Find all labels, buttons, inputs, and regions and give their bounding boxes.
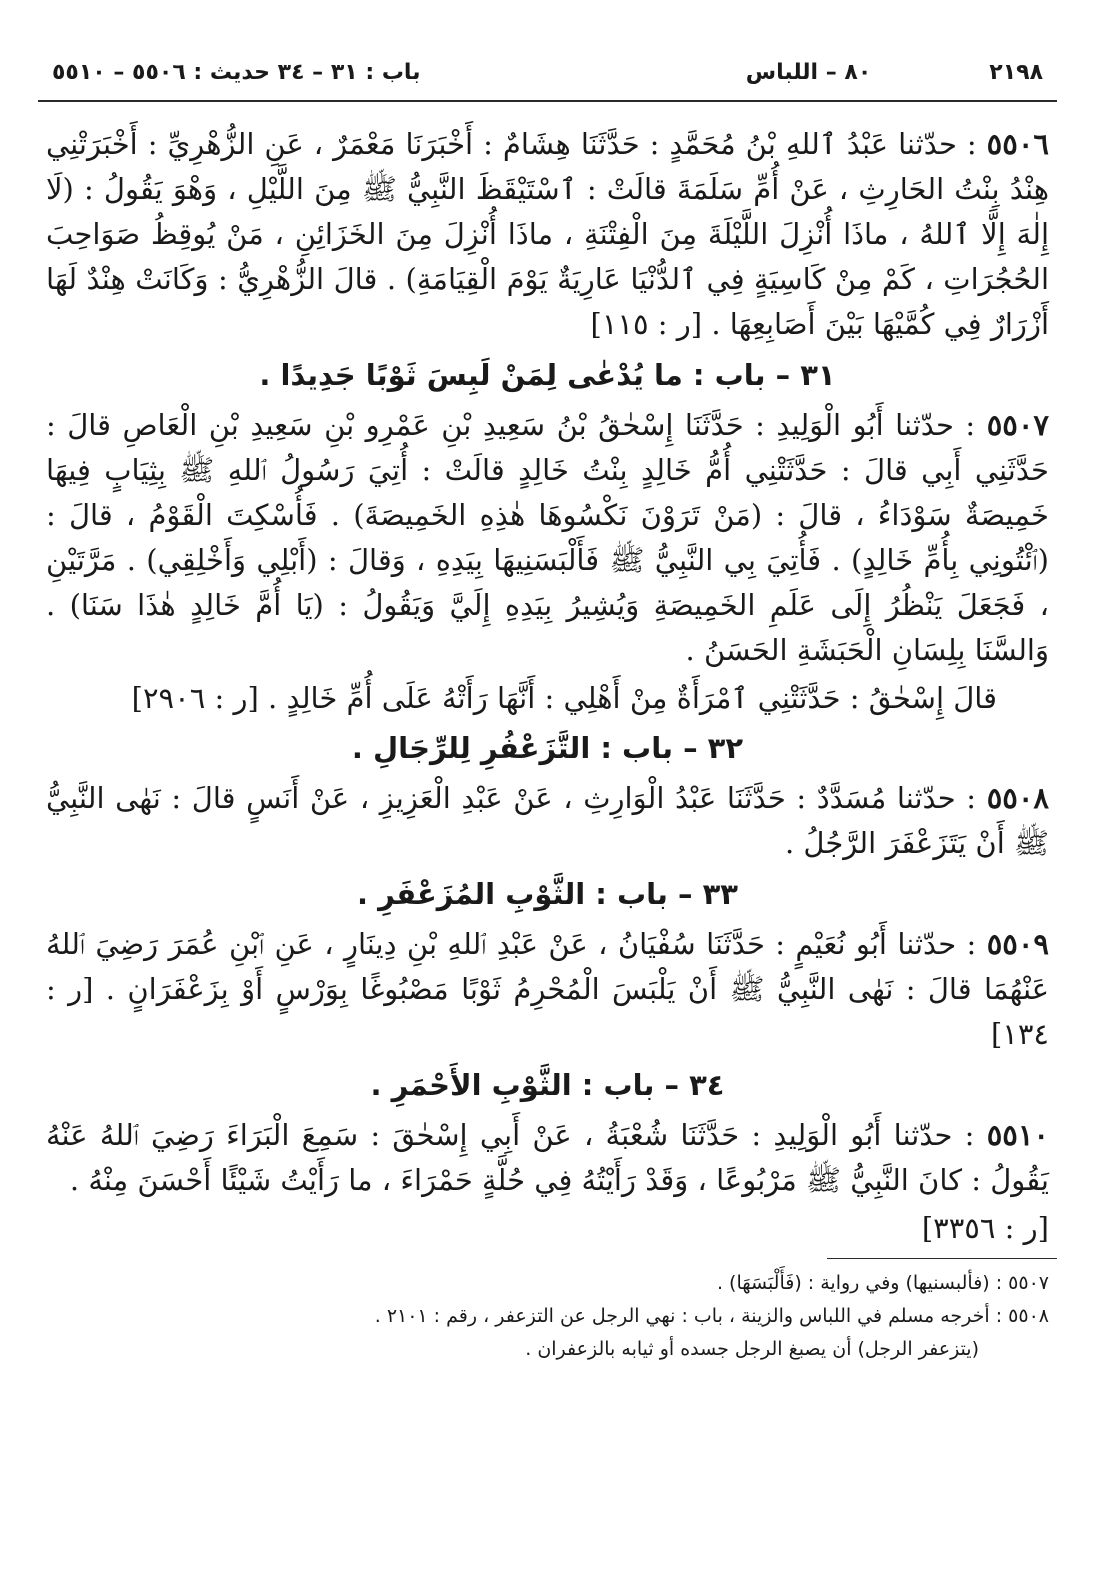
- footnote: ٥٥٠٧ : (فألبسنيها) وفي رواية : (فَأَلْبَسَهَا) .: [716, 1272, 1049, 1294]
- hadith-text: حدّثنا مُسَدَّدٌ : حَدَّثَنَا عَبْدُ الْوَارِثِ ، عَنْ عَبْدِ الْعَزِيزِ ، عَنْ أَنَسٍ قالَ : نَهٰى النَّبِيُّ ﷺ أَنْ يَتَزَعْفَرَ الرَّجُلُ .: [46, 781, 1049, 860]
- cross-reference: [ر : ٣٣٥٦]: [921, 1211, 1049, 1245]
- book-title: ٨٠ – اللباس: [745, 59, 872, 85]
- hadith-5506: ٥٥٠٦ : حدّثنا عَبْدُ ٱللهِ بْنُ مُحَمَّدٍ : حَدَّثَنَا هِشَامٌ : أَخْبَرَنَا مَعْمَرٌ ، عَنِ الزُّهْرِيِّ : أَخْبَرَتْنِي هِنْدُ بِنْتُ الحَارِثِ ، عَنْ أُمِّ سَلَمَةَ قالَتْ : ٱسْتَيْقَظَ النَّبِيُّ ﷺ مِنَ اللَّيْلِ ، وَهْوَ يَقُولُ : (لَا إِلٰهَ إِلَّا ٱللهُ ، ماذَا أُنْزِلَ اللَّيْلَةَ مِنَ الْفِتْنَةِ ، ماذَا أُنْزِلَ مِنَ الخَزَائِنِ ، مَنْ يُوقِظُ صَوَاحِبَ الحُجُرَاتِ ، كَمْ مِنْ كَاسِيَةٍ فِي ٱلدُّنْيَا عَارِيَةٌ يَوْمَ الْقِيَامَةِ) . قالَ الزُّهْرِيُّ : وَكَانَتْ هِنْدٌ لَهَا أَزْرَارٌ فِي كُمَّيْهَا بَيْنَ أَصَابِعِهَا . [ر : ١١٥]: [46, 127, 1049, 341]
- hadith-text: حدّثنا عَبْدُ ٱللهِ بْنُ مُحَمَّدٍ : حَدَّثَنَا هِشَامٌ : أَخْبَرَنَا مَعْمَرٌ ، عَنِ الزُّهْرِيِّ : أَخْبَرَتْنِي هِنْدُ بِنْتُ الحَارِثِ ، عَنْ أُمِّ سَلَمَةَ قالَتْ : ٱسْتَيْقَظَ النَّبِيُّ ﷺ مِنَ اللَّيْلِ ، وَهْوَ يَقُولُ : (لَا إِلٰهَ إِلَّا ٱللهُ ، ماذَا أُنْزِلَ اللَّيْلَةَ مِنَ الْفِتْنَةِ ، ماذَا أُنْزِلَ مِنَ الخَزَائِنِ ، مَنْ يُوقِظُ صَوَاحِبَ الحُجُرَاتِ ، كَمْ مِنْ كَاسِيَةٍ فِي ٱلدُّنْيَا عَارِيَةٌ يَوْمَ الْقِيَامَةِ) . قالَ الزُّهْرِيُّ : وَكَانَتْ هِنْدٌ لَهَا أَزْرَارٌ فِي كُمَّيْهَا بَيْنَ أَصَابِعِهَا . [ر : ١١٥]: [46, 127, 1049, 341]
- hadith-number: ٥٥٠٩: [986, 927, 1049, 961]
- hadith-5507: ٥٥٠٧ : حدّثنا أَبُو الْوَلِيدِ : حَدَّثَنَا إِسْحٰقُ بْنُ سَعِيدِ بْنِ عَمْرِو بْنِ سَعِيدِ بْنِ الْعَاصِ قالَ : حَدَّثَنِي أَبِي قالَ : حَدَّثَتْنِي أُمُّ خَالِدٍ بِنْتُ خَالِدٍ قالَتْ : أُتِيَ رَسُولُ ٱللهِ ﷺ بِثِيَابٍ فِيهَا خَمِيصَةٌ سَوْدَاءُ ، قالَ : (مَنْ تَرَوْنَ نَكْسُوهَا هٰذِهِ الخَمِيصَةَ) . فَأُسْكِتَ الْقَوْمُ ، قالَ : (ٱئْتُونِي بِأُمِّ خَالِدٍ) . فَأُتِيَ بِي النَّبِيُّ ﷺ فَأَلْبَسَنِيهَا بِيَدِهِ ، وَقالَ : (أَبْلِي وَأَخْلِقِي) . مَرَّتَيْنِ ، فَجَعَلَ يَنْظُرُ إِلَى عَلَمِ الخَمِيصَةِ وَيُشِيرُ بِيَدِهِ إِلَيَّ وَيَقُولُ : (يَا أُمَّ خَالِدٍ هٰذَا سَنَا) . وَالسَّنَا بِلِسَانِ الْحَبَشَةِ الحَسَنُ .: [46, 408, 1049, 667]
- hadith-5509: ٥٥٠٩ : حدّثنا أَبُو نُعَيْمٍ : حَدَّثَنَا سُفْيَانُ ، عَنْ عَبْدِ ٱللهِ بْنِ دِينَارٍ ، عَنِ ٱبْنِ عُمَرَ رَضِيَ ٱللهُ عَنْهُمَا قالَ : نَهٰى النَّبِيُّ ﷺ أَنْ يَلْبَسَ الْمُحْرِمُ ثَوْبًا مَصْبُوغًا بِوَرْسٍ أَوْ بِزَعْفَرَانٍ . [ر : ١٣٤]: [46, 927, 1049, 1051]
- page-number: ٢١٩٨: [989, 59, 1043, 85]
- chapter-heading-33: ٣٣ – باب : الثَّوْبِ المُزَعْفَرِ .: [356, 877, 739, 911]
- hadith-text: حدّثنا أَبُو الْوَلِيدِ : حَدَّثَنَا شُعْبَةُ ، عَنْ أَبِي إِسْحٰقَ : سَمِعَ الْبَرَاءَ رَضِيَ ٱللهُ عَنْهُ يَقُولُ : كانَ النَّبِيُّ ﷺ مَرْبُوعًا ، وَقَدْ رَأَيْتُهُ فِي حُلَّةٍ حَمْرَاءَ ، ما رَأَيْتُ شَيْئًا أَحْسَنَ مِنْهُ .: [46, 1118, 1049, 1197]
- running-header: [38, 52, 1057, 102]
- chapter-heading-32: ٣٢ – باب : التَّزَعْفُرِ لِلرِّجَالِ .: [351, 731, 744, 765]
- hadith-number: ٥٥٠٧: [986, 408, 1049, 442]
- hadith-number: ٥٥١٠: [986, 1118, 1049, 1152]
- hadith-number: ٥٥٠٦: [986, 127, 1049, 161]
- hadith-range: باب : ٣١ – ٣٤ حديث : ٥٥٠٦ – ٥٥١٠: [52, 59, 421, 85]
- page: [38, 52, 1057, 1586]
- footnotes: [38, 1267, 1057, 1366]
- footnote: (يتزعفر الرجل) أن يصبغ الرجل جسده أو ثيابه بالزعفران .: [525, 1338, 979, 1360]
- hadith-text: حدّثنا أَبُو الْوَلِيدِ : حَدَّثَنَا إِسْحٰقُ بْنُ سَعِيدِ بْنِ عَمْرِو بْنِ سَعِيدِ بْنِ الْعَاصِ قالَ : حَدَّثَنِي أَبِي قالَ : حَدَّثَتْنِي أُمُّ خَالِدٍ بِنْتُ خَالِدٍ قالَتْ : أُتِيَ رَسُولُ ٱللهِ ﷺ بِثِيَابٍ فِيهَا خَمِيصَةٌ سَوْدَاءُ ، قالَ : (مَنْ تَرَوْنَ نَكْسُوهَا هٰذِهِ الخَمِيصَةَ) . فَأُسْكِتَ الْقَوْمُ ، قالَ : (ٱئْتُونِي بِأُمِّ خَالِدٍ) . فَأُتِيَ بِي النَّبِيُّ ﷺ فَأَلْبَسَنِيهَا بِيَدِهِ ، وَقالَ : (أَبْلِي وَأَخْلِقِي) . مَرَّتَيْنِ ، فَجَعَلَ يَنْظُرُ إِلَى عَلَمِ الخَمِيصَةِ وَيُشِيرُ بِيَدِهِ إِلَيَّ وَيَقُولُ : (يَا أُمَّ خَالِدٍ هٰذَا سَنَا) . وَالسَّنَا بِلِسَانِ الْحَبَشَةِ الحَسَنُ .: [46, 408, 1049, 667]
- chapter-heading-31: ٣١ – باب : ما يُدْعٰى لِمَنْ لَبِسَ ثَوْبًا جَدِيدًا .: [259, 358, 836, 392]
- hadith-5510: ٥٥١٠ : حدّثنا أَبُو الْوَلِيدِ : حَدَّثَنَا شُعْبَةُ ، عَنْ أَبِي إِسْحٰقَ : سَمِعَ الْبَرَاءَ رَضِيَ ٱللهُ عَنْهُ يَقُولُ : كانَ النَّبِيُّ ﷺ مَرْبُوعًا ، وَقَدْ رَأَيْتُهُ فِي حُلَّةٍ حَمْرَاءَ ، ما رَأَيْتُ شَيْئًا أَحْسَنَ مِنْهُ .: [46, 1118, 1049, 1197]
- hadith-number: ٥٥٠٨: [986, 781, 1049, 815]
- hadith-text: حدّثنا أَبُو نُعَيْمٍ : حَدَّثَنَا سُفْيَانُ ، عَنْ عَبْدِ ٱللهِ بْنِ دِينَارٍ ، عَنِ ٱبْنِ عُمَرَ رَضِيَ ٱللهُ عَنْهُمَا قالَ : نَهٰى النَّبِيُّ ﷺ أَنْ يَلْبَسَ الْمُحْرِمُ ثَوْبًا مَصْبُوغًا بِوَرْسٍ أَوْ بِزَعْفَرَانٍ . [ر : ١٣٤]: [46, 927, 1049, 1051]
- chapter-heading-34: ٣٤ – باب : الثَّوْبِ الأَحْمَرِ .: [370, 1068, 725, 1102]
- main-text: [38, 122, 1057, 1250]
- footnote: ٥٥٠٨ : أخرجه مسلم في اللباس والزينة ، باب : نهي الرجل عن التزعفر ، رقم : ٢١٠١ .: [374, 1305, 1049, 1327]
- footnote-divider: [827, 1258, 1057, 1259]
- hadith-5508: ٥٥٠٨ : حدّثنا مُسَدَّدٌ : حَدَّثَنَا عَبْدُ الْوَارِثِ ، عَنْ عَبْدِ الْعَزِيزِ ، عَنْ أَنَسٍ قالَ : نَهٰى النَّبِيُّ ﷺ أَنْ يَتَزَعْفَرَ الرَّجُلُ .: [46, 781, 1049, 860]
- hadith-addendum: قالَ إِسْحٰقُ : حَدَّثَتْنِي ٱمْرَأَةٌ مِنْ أَهْلِي : أَنَّهَا رَأَتْهُ عَلَى أُمِّ خَالِدٍ . [ر : ٢٩٠٦]: [131, 681, 997, 715]
